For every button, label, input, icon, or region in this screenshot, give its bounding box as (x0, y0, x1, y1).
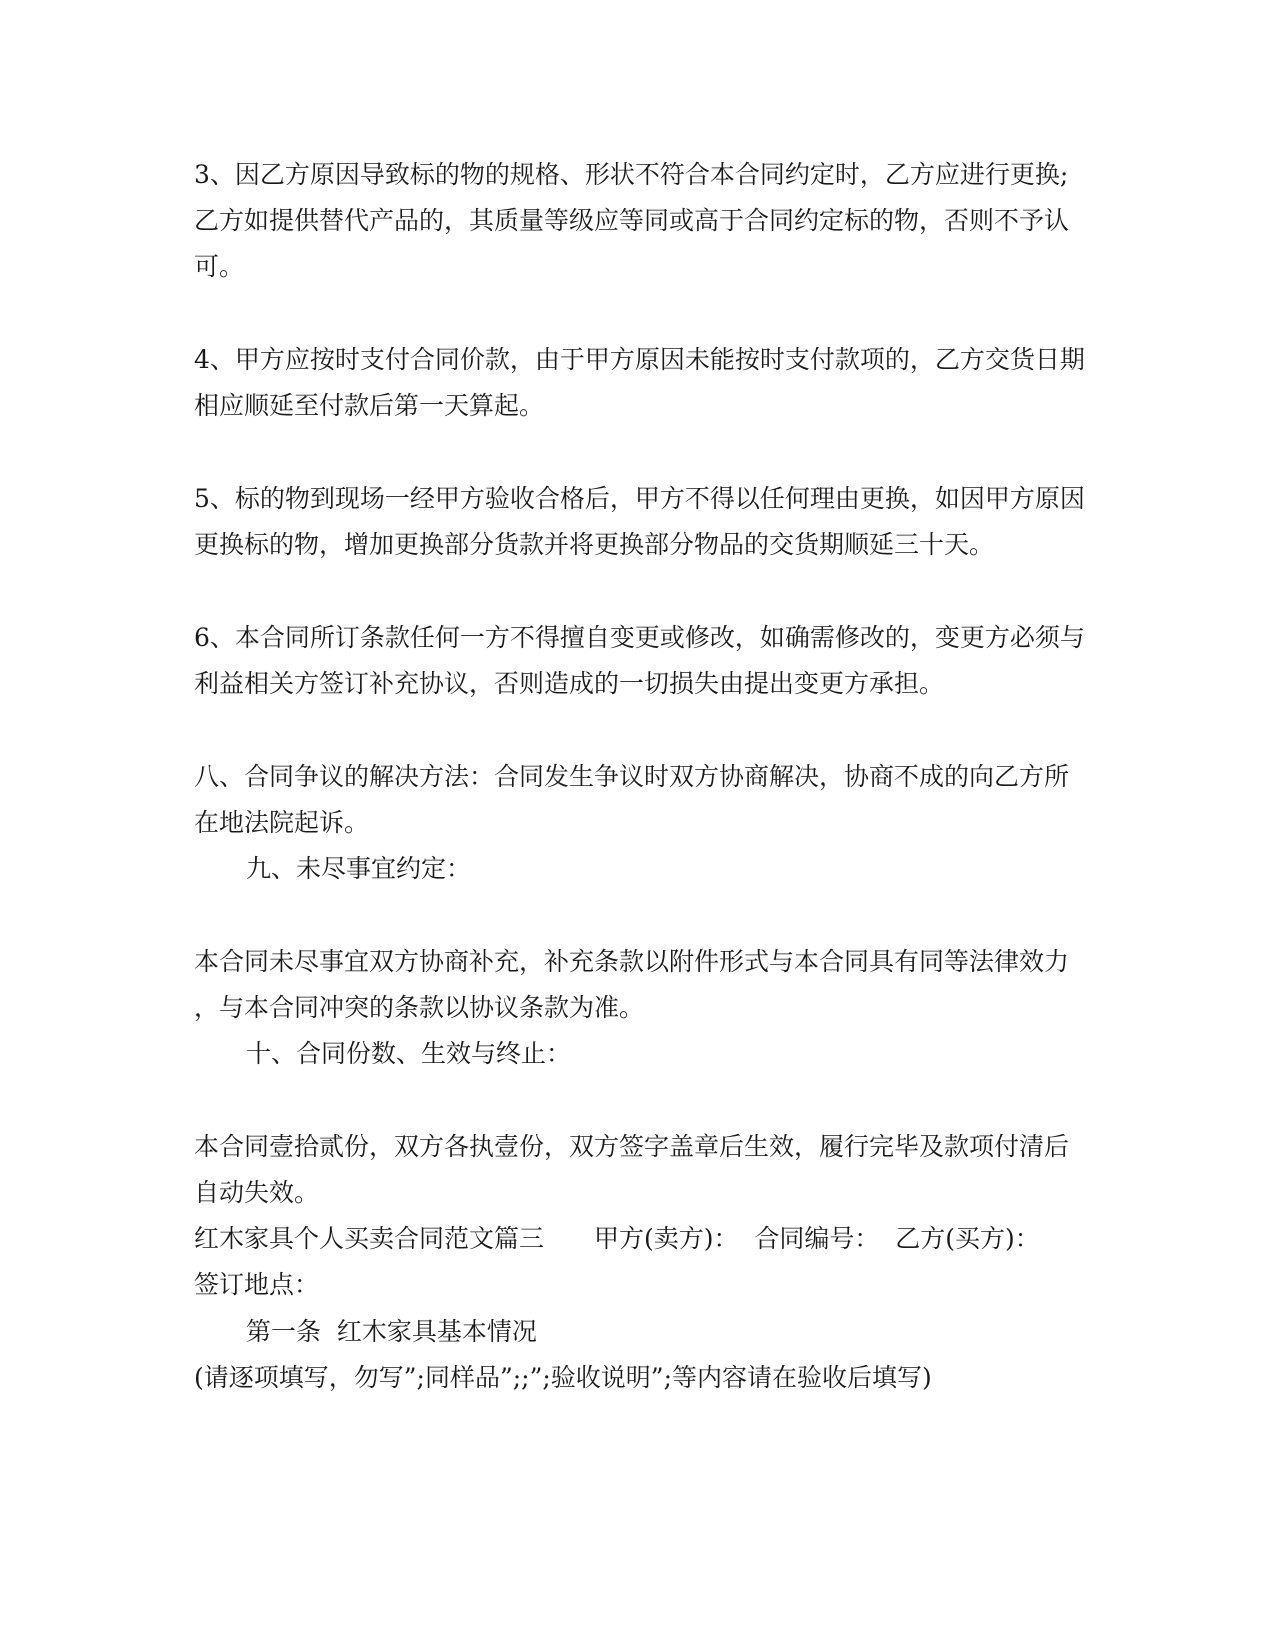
clause-3-line-3: 可。 (194, 252, 245, 281)
section-8-line-1: 八、合同争议的解决方法：合同发生争议时双方协商解决，协商不成的向乙方所 (194, 762, 1070, 791)
clause-3-line-2: 乙方如提供替代产品的，其质量等级应等同或高于合同约定标的物，否则不予认 (194, 206, 1070, 235)
contract-three-header: 红木家具个人买卖合同范文篇三 甲方(卖方)： 合同编号： 乙方(买方)： (194, 1224, 1040, 1253)
article-1-instruction: (请逐项填写，勿写”;同样品”;;”;验收说明”;等内容请在验收后填写) (194, 1363, 932, 1392)
clause-4-line-1: 4、甲方应按时支付合同价款，由于甲方原因未能按时支付款项的，乙方交货日期 (194, 345, 1085, 374)
section-8-line-2: 在地法院起诉。 (194, 808, 370, 837)
article-1-heading: 第一条 红木家具基本情况 (246, 1317, 537, 1346)
clause-6-line-2: 利益相关方签订补充协议，否则造成的一切损失由提出变更方承担。 (194, 669, 945, 698)
section-9-line-2: ，与本合同冲突的条款以协议条款为准。 (194, 993, 645, 1022)
clause-3-line-1: 3、因乙方原因导致标的物的规格、形状不符合本合同约定时，乙方应进行更换; (194, 160, 1069, 189)
section-10-line-2: 自动失效。 (194, 1178, 320, 1207)
clause-5-line-2: 更换标的物，增加更换部分货款并将更换部分物品的交货期顺延三十天。 (194, 530, 995, 559)
section-10-line-1: 本合同壹拾贰份，双方各执壹份，双方签字盖章后生效，履行完毕及款项付清后 (194, 1132, 1070, 1161)
clause-5-line-1: 5、标的物到现场一经甲方验收合格后，甲方不得以任何理由更换，如因甲方原因 (194, 484, 1085, 513)
section-9-line-1: 本合同未尽事宜双方协商补充，补充条款以附件形式与本合同具有同等法律效力 (194, 947, 1070, 976)
signing-location-label: 签订地点： (194, 1270, 320, 1299)
clause-4-line-2: 相应顺延至付款后第一天算起。 (194, 391, 545, 420)
clause-6-line-1: 6、本合同所订条款任何一方不得擅自变更或修改，如确需修改的，变更方必须与 (194, 623, 1085, 652)
section-10-heading: 十、合同份数、生效与终止： (246, 1039, 572, 1068)
section-9-heading: 九、未尽事宜约定： (246, 854, 472, 883)
